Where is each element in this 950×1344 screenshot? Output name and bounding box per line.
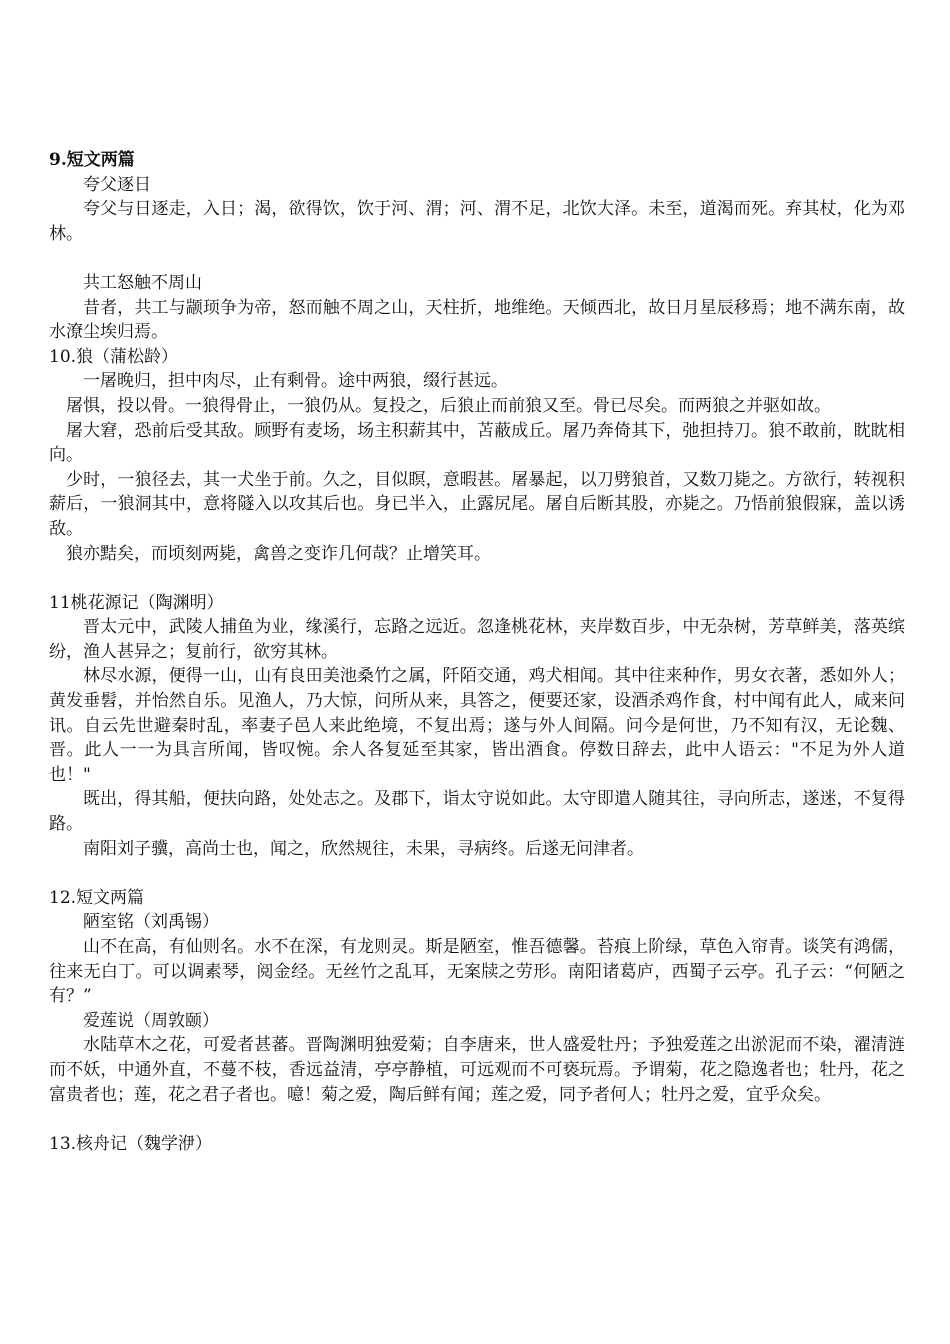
section-13-heading: 13.核舟记（魏学洢）: [49, 1133, 213, 1154]
section-12-paragraph-1: 山不在高，有仙则名。水不在深，有龙则灵。斯是陋室，惟吾德馨。苔痕上阶绿，草色入帘青。谈笑有鸿儒，往来无白丁。可以调素琴，阅金经。无丝竹之乱耳，无案牍之劳形。南阳诸葛庐，西蜀子云亭。孔子云：“何陋之有？”: [49, 937, 905, 1007]
section-12-title-1: 陋室铭（刘禹锡）: [83, 912, 219, 933]
document-page: [49, 148, 905, 1156]
section-10-paragraph-1: 一屠晚归，担中肉尽，止有剩骨。途中两狼，缀行甚远。: [83, 371, 508, 392]
section-10-paragraph-2: 屠惧，投以骨。一狼得骨止，一狼仍从。复投之，后狼止而前狼又至。骨已尽矣。而两狼之并驱如故。: [66, 395, 831, 416]
section-10-heading: 10.狼（蒲松龄）: [49, 346, 179, 367]
section-12-heading: 12.短文两篇: [49, 887, 145, 908]
section-10-paragraph-5: 狼亦黠矣，而顷刻两毙，禽兽之变诈几何哉？止增笑耳。: [66, 543, 491, 564]
section-10-paragraph-3: 屠大窘，恐前后受其敌。顾野有麦场，场主积薪其中，苫蔽成丘。屠乃奔倚其下，弛担持刀。狼不敢前，眈眈相向。: [49, 420, 905, 466]
spacer: [49, 246, 905, 271]
spacer: [49, 1107, 905, 1132]
section-11-heading: 11桃花源记（陶渊明）: [49, 592, 224, 613]
section-9-heading: 9.短文两篇: [49, 150, 135, 170]
section-11-paragraph-2: 林尽水源，便得一山，山有良田美池桑竹之属，阡陌交通，鸡犬相闻。其中往来种作，男女衣著，悉如外人；黄发垂髫，并怡然自乐。见渔人，乃大惊，问所从来，具答之，便要还家，设酒杀鸡作食，村中闻有此人，咸来问讯。自云先世避秦时乱，率妻子邑人来此绝境，不复出焉；遂与外人间隔。问今是何世，乃不知有汉，无论魏、晋。此人一一为具言所闻，皆叹惋。余人各复延至其家，皆出酒食。停数日辞去，此中人语云："不足为外人道也！": [49, 666, 905, 785]
section-9-title-1: 夸父逐日: [83, 174, 151, 195]
section-12-title-2: 爱莲说（周敦颐）: [83, 1010, 219, 1031]
section-12-paragraph-2: 水陆草木之花，可爱者甚蕃。晋陶渊明独爱菊；自李唐来，世人盛爱牡丹；予独爱莲之出淤泥而不染，濯清涟而不妖，中通外直，不蔓不枝，香远益清，亭亭静植，可远观而不可亵玩焉。予谓菊，花之隐逸者也；牡丹，花之富贵者也；莲，花之君子者也。噫！菊之爱，陶后鲜有闻；莲之爱，同予者何人；牡丹之爱，宜乎众矣。: [49, 1035, 905, 1105]
section-10-paragraph-4: 少时，一狼径去，其一犬坐于前。久之，目似瞑，意暇甚。屠暴起，以刀劈狼首，又数刀毙之。方欲行，转视积薪后，一狼洞其中，意将隧入以攻其后也。身已半入，止露尻尾。屠自后断其股，亦毙之。乃悟前狼假寐，盖以诱敌。: [49, 469, 905, 539]
spacer: [49, 566, 905, 591]
section-9-paragraph-2: 昔者，共工与颛顼争为帝，怒而触不周之山，天柱折，地维绝。天倾西北，故日月星辰移焉；地不满东南，故水潦尘埃归焉。: [49, 297, 905, 343]
section-11-paragraph-1: 晋太元中，武陵人捕鱼为业，缘溪行，忘路之远近。忽逢桃花林，夹岸数百步，中无杂树，芳草鲜美，落英缤纷，渔人甚异之；复前行，欲穷其林。: [49, 617, 905, 662]
section-9-title-2: 共工怒触不周山: [83, 272, 202, 293]
spacer: [49, 861, 905, 886]
section-11-paragraph-4: 南阳刘子骥，高尚士也，闻之，欣然规往，未果，寻病终。后遂无问津者。: [83, 838, 644, 859]
section-11-paragraph-3: 既出，得其船，便扶向路，处处志之。及郡下，诣太守说如此。太守即遣人随其往，寻向所志，遂迷，不复得路。: [49, 789, 905, 835]
section-9-paragraph-1: 夸父与日逐走，入日；渴，欲得饮，饮于河、渭；河、渭不足，北饮大泽。未至，道渴而死。弃其杖，化为邓林。: [49, 199, 905, 244]
